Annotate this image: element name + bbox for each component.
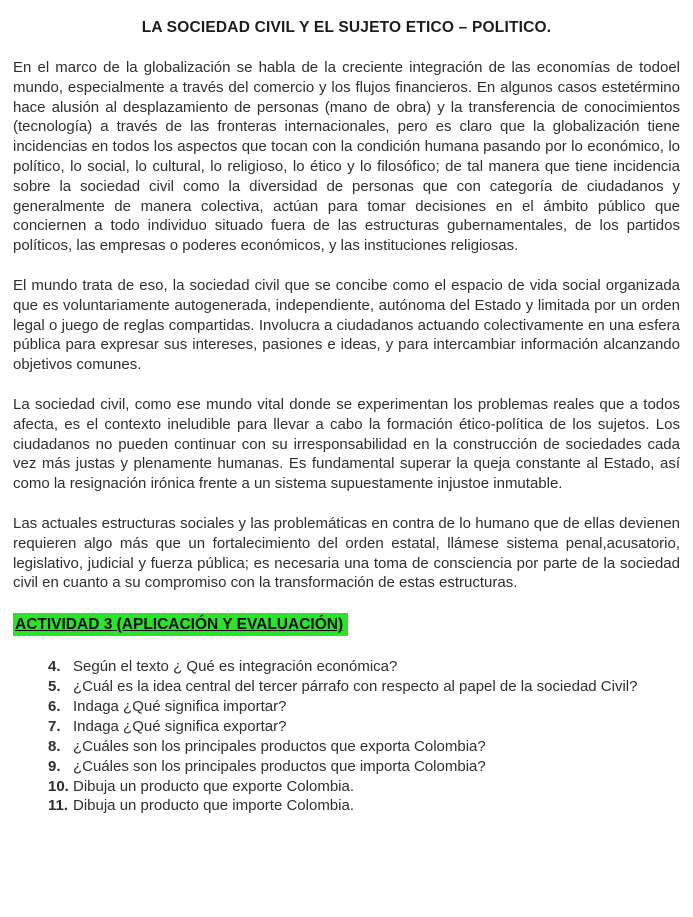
question-number: 5. <box>48 678 61 696</box>
question-text: Dibuja un producto que exporte Colombia. <box>73 777 355 795</box>
question-item-10 <box>48 777 680 797</box>
question-item-5 <box>48 677 680 697</box>
question-text: ¿Cuáles son los principales productos que exporta Colombia? <box>73 737 486 755</box>
paragraph-sociedad-civil-definicion: El mundo trata de eso, la sociedad civil que se concibe como el espacio de vida social organizada que es voluntariamente autogenerada, independiente, autónoma del Estado y limitada por un orden legal o juego de reglas compartidas. Involucra a ciudadanos actuando colectivamente en una esfera pública para expresar sus intereses, pasiones e ideas, y para intercambiar información alcanzando objetivos comunes. <box>13 276 680 374</box>
paragraph-estructuras-sociales: Las actuales estructuras sociales y las problemáticas en contra de lo humano que de ellas devienen requieren algo más que un fortalecimiento del orden estatal, llámese sistema penal,acusatorio, legislativo, judicial y fuerza pública; es necesaria una toma de consciencia por parte de la sociedad civil en cuanto a su compromiso con la transformación de estas estructuras. <box>13 514 680 592</box>
question-number: 8. <box>48 737 61 755</box>
question-number: 10. <box>48 777 69 795</box>
question-text: ¿Cuál es la idea central del tercer párrafo con respecto al papel de la sociedad Civil? <box>73 678 638 696</box>
paragraph-globalizacion: En el marco de la globalización se habla de la creciente integración de las economías de todoel mundo, especialmente a través del comercio y los flujos financieros. En algunos casos estetérmino hace alusión al desplazamiento de personas (mano de obra) y la transferencia de conocimientos (tecnología) a través de las fronteras internacionales, pero es claro que la globalización tiene incidencias en todos los aspectos que tocan con la condición humana pasando por lo económico, lo político, lo social, lo cultural, lo religioso, lo ético y lo filosófico; de tal manera que tiene incidencia sobre la sociedad civil como la diversidad de personas que con categoría de ciudadanos y generalmente de manera colectiva, actúan para tomar decisiones en el ámbito público que conciernen a todo individuo situado fuera de las estructuras gubernamentales, de los partidos políticos, las empresas o poderes económicos, y las instituciones religiosas. <box>13 59 680 255</box>
document-title: LA SOCIEDAD CIVIL Y EL SUJETO ETICO – POLITICO. <box>141 19 552 36</box>
questions-list <box>13 657 680 816</box>
question-text: Indaga ¿Qué significa exportar? <box>73 717 287 735</box>
question-number: 11. <box>48 797 69 815</box>
question-text: ¿Cuáles son los principales productos que importa Colombia? <box>73 757 486 775</box>
paragraph-formacion-etico-politica: La sociedad civil, como ese mundo vital donde se experimentan los problemas reales que a todos afecta, es el contexto ineludible para llevar a cabo la formación ético-política de los sujetos. Los ciudadanos no pueden continuar con su irresponsabilidad en la construcción de sociedades cada vez más justas y plenamente humanas. Es fundamental superar la queja constante al Estado, así como la resignación irónica frente a un sistema supuestamente injustoe inmutable. <box>13 395 680 493</box>
question-number: 7. <box>48 717 61 735</box>
question-text: Según el texto ¿ Qué es integración económica? <box>73 658 398 676</box>
question-item-6 <box>48 697 680 717</box>
question-text: Dibuja un producto que importe Colombia. <box>73 797 354 815</box>
question-item-4 <box>48 657 680 677</box>
question-item-9 <box>48 757 680 777</box>
question-number: 4. <box>48 658 61 676</box>
question-item-11 <box>48 796 680 816</box>
question-number: 9. <box>48 757 61 775</box>
activity-heading-highlight: ACTIVIDAD 3 (APLICACIÓN Y EVALUACIÓN) <box>13 613 348 636</box>
activity-heading <box>13 615 680 635</box>
question-text: Indaga ¿Qué significa importar? <box>73 697 287 715</box>
question-number: 6. <box>48 697 61 715</box>
question-item-7 <box>48 717 680 737</box>
question-item-8 <box>48 737 680 757</box>
